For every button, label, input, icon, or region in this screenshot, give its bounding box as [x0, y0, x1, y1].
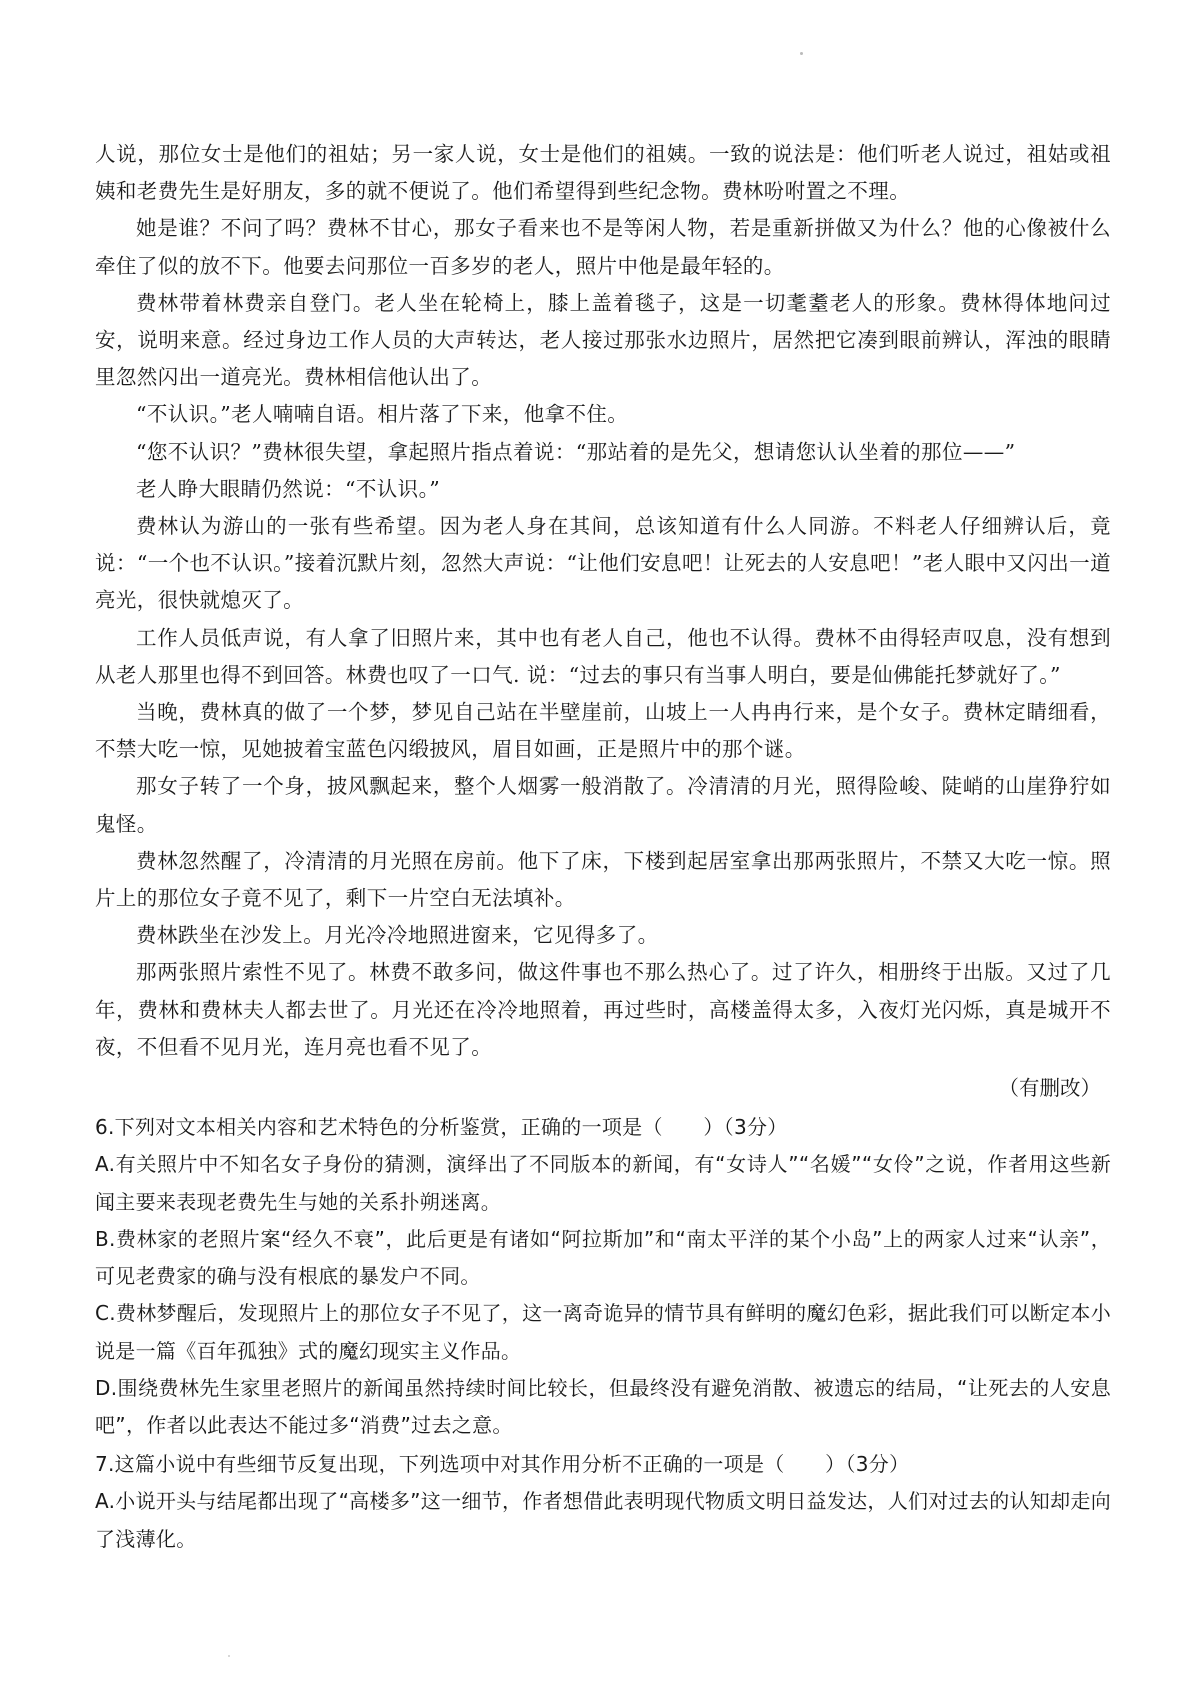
- option-a: A.小说开头与结尾都出现了“高楼多”这一细节，作者想借此表明现代物质文明日益发达，人们对过去的认知却走向了浅薄化。: [95, 1489, 1112, 1551]
- question-title: 7.这篇小说中有些细节反复出现，下列选项中对其作用分析不正确的一项是（ ）（3分）: [95, 1452, 910, 1477]
- passage-paragraph: “不认识。”老人喃喃自语。相片落了下来，他拿不住。: [136, 402, 629, 427]
- passage-paragraph: 那女子转了一个身，披风飘起来，整个人烟雾一般消散了。冷清清的月光，照得险峻、陡峭的山崖狰狞如鬼怪。: [95, 774, 1111, 836]
- story-passage: [95, 136, 1111, 1107]
- passage-paragraph: 当晚，费林真的做了一个梦，梦见自己站在半壁崖前，山坡上一人冉冉行来，是个女子。费林定睛细看，不禁大吃一惊，见她披着宝蓝色闪缎披风，眉目如画，正是照片中的那个谜。: [95, 700, 1111, 762]
- scan-speck: [800, 52, 803, 55]
- passage-paragraph: 费林认为游山的一张有些希望。因为老人身在其间，总该知道有什么人同游。不料老人仔细辨认后，竟说：“一个也不认识。”接着沉默片刻，忽然大声说：“让他们安息吧！让死去的人安息吧！”老人眼中又闪出一道亮光，很快就熄灭了。: [95, 514, 1111, 613]
- passage-paragraph: 人说，那位女士是他们的祖姑；另一家人说，女士是他们的祖姨。一致的说法是：他们听老人说过，祖姑或祖姨和老费先生是好朋友，多的就不便说了。他们希望得到些纪念物。费林吩咐置之不理。: [95, 142, 1111, 204]
- passage-paragraph: 费林带着林费亲自登门。老人坐在轮椅上，膝上盖着毯子，这是一切耄耋老人的形象。费林得体地问过安，说明来意。经过身边工作人员的大声转达，老人接过那张水边照片，居然把它凑到眼前辨认，浑浊的眼睛里忽然闪出一道亮光。费林相信他认出了。: [95, 290, 1111, 390]
- option-a: A.有关照片中不知名女子身份的猜测，演绎出了不同版本的新闻，有“女诗人”“名媛”“女伶”之说，作者用这些新闻主要来表现老费先生与她的关系扑朔迷离。: [95, 1152, 1111, 1214]
- option-d: D.围绕费林先生家里老照片的新闻虽然持续时间比较长，但最终没有避免消散、被遗忘的结局，“让死去的人安息吧”，作者以此表达不能过多“消费”过去之意。: [95, 1375, 1111, 1437]
- passage-paragraph: 工作人员低声说，有人拿了旧照片来，其中也有老人自己，他也不认得。费林不由得轻声叹息，没有想到从老人那里也得不到回答。林费也叹了一口气. 说：“过去的事只有当事人明白，要是仙佛能托梦就好了。”: [95, 625, 1111, 687]
- question-7: [95, 1446, 1111, 1558]
- passage-paragraph: 她是谁？不问了吗？费林不甘心，那女子看来也不是等闲人物，若是重新拼做又为什么？他的心像被什么牵住了似的放不下。他要去问那位一百多岁的老人，照片中他是最年轻的。: [95, 216, 1111, 278]
- option-b: B.费林家的老照片案“经久不衰”，此后更是有诸如“阿拉斯加”和“南太平洋的某个小岛”上的两家人过来“认亲”，可见老费家的确与没有根底的暴发户不同。: [95, 1226, 1111, 1289]
- source-note: （有删改）: [998, 1076, 1101, 1101]
- passage-paragraph: 那两张照片索性不见了。林费不敢多问，做这件事也不那么热心了。过了许久，相册终于出版。又过了几年，费林和费林夫人都去世了。月光还在冷冷地照着，再过些时，高楼盖得太多，入夜灯光闪烁，真是城开不夜，不但看不见月光，连月亮也看不见了。: [95, 960, 1111, 1059]
- scan-speck: [228, 1655, 230, 1657]
- question-title: 6.下列对文本相关内容和艺术特色的分析鉴赏，正确的一项是（ ）（3分）: [95, 1115, 788, 1140]
- passage-paragraph: 老人睁大眼睛仍然说：“不认识。”: [136, 476, 441, 501]
- question-6: [95, 1109, 1111, 1444]
- passage-paragraph: 费林忽然醒了，冷清清的月光照在房前。他下了床，下楼到起居室拿出那两张照片，不禁又大吃一惊。照片上的那位女子竟不见了，剩下一片空白无法填补。: [95, 848, 1111, 911]
- passage-paragraph: “您不认识？”费林很失望，拿起照片指点着说：“那站着的是先父，想请您认认坐着的那位——”: [136, 439, 1016, 464]
- passage-paragraph: 费林跌坐在沙发上。月光冷冷地照进窗来，它见得多了。: [136, 923, 659, 948]
- option-c: C.费林梦醒后，发现照片上的那位女子不见了，这一离奇诡异的情节具有鲜明的魔幻色彩，据此我们可以断定本小说是一篇《百年孤独》式的魔幻现实主义作品。: [95, 1301, 1111, 1363]
- exam-page: [95, 136, 1111, 1558]
